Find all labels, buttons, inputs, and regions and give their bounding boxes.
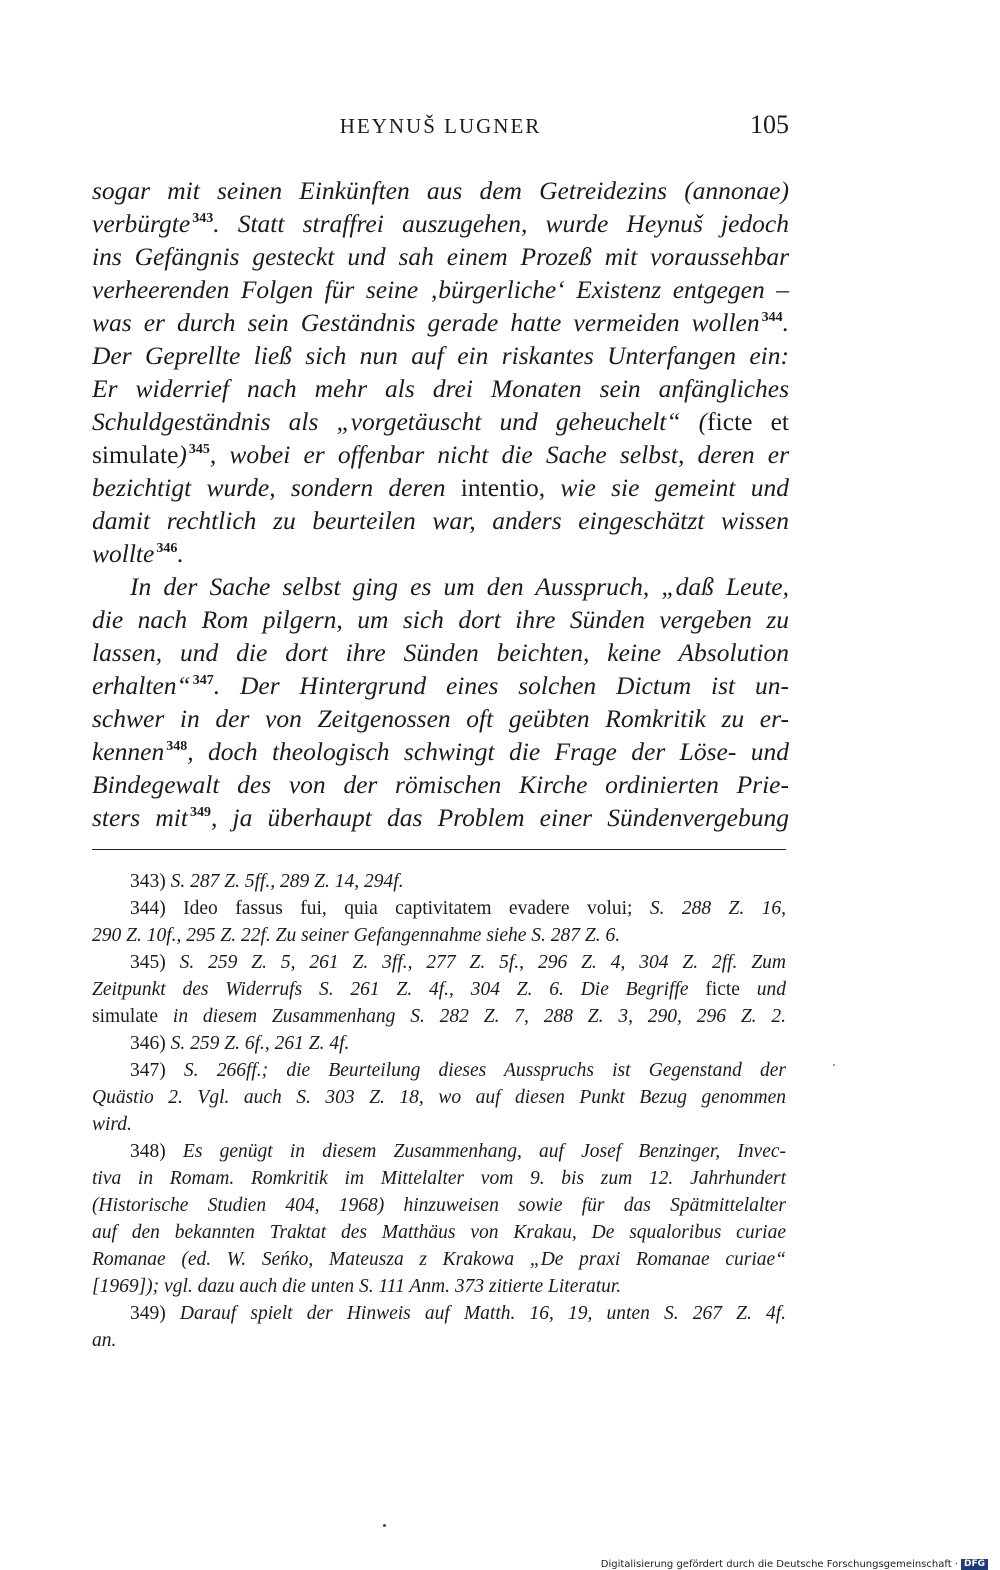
text-run: sters mit [92,803,188,832]
footnote-text: und [756,979,787,1000]
footnote-number: 343) [130,871,166,892]
footnote-text: Es genügt in diesem Zusammenhang, auf Josef Benzinger, Invec- [182,1141,787,1162]
footnote-text: S. 288 Z. 16, [649,898,787,919]
text-run: verbürgte [92,209,191,238]
digitization-note: Digitalisierung gefördert durch die Deutsche Forschungsgemeinschaft · [600,1558,958,1570]
running-head: HEYNUŠ LUGNER [339,114,542,138]
latin-term: intentio, [460,473,546,502]
footnote-line: wird. [92,1114,132,1135]
footnote-line [92,976,786,1003]
page-header [92,110,789,148]
text-run: ) [178,440,187,469]
footnote-line [92,1138,786,1165]
text-run: . Statt straffrei auszugehen, wurde Heynuš jedoch [213,209,789,238]
text-run: , doch theologisch schwingt die Frage der Löse- und [187,737,789,766]
text-line [92,471,789,504]
footnote-line [92,1030,786,1057]
footnote-text: S. 266ff.; die Beurteilung dieses Ausspruchs ist Gegenstand der [183,1060,786,1081]
text-line [92,801,789,834]
footnote-number: 344) [130,898,166,919]
text-run: bezichtigt wurde, sondern deren [92,473,446,502]
page-number: 105 [750,110,789,139]
footnote-text: S. 287 Z. 5ff., 289 Z. 14, 294f. [170,871,404,892]
text-run: , wobei er offenbar nicht die Sache selbst, deren er [209,440,789,469]
footnote-text: Darauf spielt der Hinweis auf Matth. 16, 19, unten S. 267 Z. 4f. [179,1303,786,1324]
footnote-line [92,1057,786,1084]
footnote-line: tiva in Romam. Romkritik im Mittelalter vom 9. bis zum 12. Jahrhundert [92,1168,786,1189]
footnote-number: 347) [130,1060,166,1081]
footnote-ref[interactable]: 345 [188,442,210,457]
text-run: . Der Hintergrund eines solchen Dictum ist un- [213,671,789,700]
text-run: , ja überhaupt das Problem einer Sündenvergebung [210,803,789,832]
text-line: sogar mit seinen Einkünften aus dem Getreidezins (annonae) [92,176,789,205]
text-run: Schuldgeständnis als „vorgetäuscht und geheuchelt“ ( [92,407,708,436]
text-line [92,537,789,570]
footnote-ref[interactable]: 344 [761,310,783,325]
digitization-footer [558,1558,988,1570]
footnote-text: in diesem Zusammenhang S. 282 Z. 7, 288 Z. 3, 290, 296 Z. 2. [172,1006,786,1027]
text-run: kennen [92,737,165,766]
text-line: Er widerrief nach mehr als drei Monaten sein anfängliches [92,374,789,403]
latin-term: simulate [92,1006,159,1027]
footnote-line: 290 Z. 10f., 295 Z. 22f. Zu seiner Gefangennahme siehe S. 287 Z. 6. [92,925,621,946]
text-line: verheerenden Folgen für seine ‚bürgerliche‘ Existenz entgegen – [92,275,789,304]
text-line: die nach Rom pilgern, um sich dort ihre Sünden vergeben zu [92,605,789,634]
footnote-text: S. 259 Z. 6f., 261 Z. 4f. [170,1033,350,1054]
footnote-line: [1969]); vgl. dazu auch die unten S. 111 Anm. 373 zitierte Literatur. [92,1276,622,1297]
scan-speck [833,1064,835,1066]
footnote-line: auf den bekannten Traktat des Matthäus von Krakau, De squaloribus curiae [92,1222,786,1243]
text-run: wollte [92,539,155,568]
text-run: wie sie gemeint und [560,473,789,502]
footnote-line [92,1300,786,1327]
latin-term: simulate [92,440,179,469]
text-line: lassen, und die dort ihre Sünden beichten, keine Absolution [92,638,789,667]
text-line: Bindegewalt des von der römischen Kirche ordinierten Prie- [92,770,789,799]
footnote-text: Zeitpunkt des Widerrufs S. 261 Z. 4f., 304 Z. 6. Die Begriffe [92,979,689,1000]
footnote-number: 349) [130,1303,166,1324]
text-line [92,306,789,339]
text-line [92,735,789,768]
footnote-ref[interactable]: 347 [192,673,214,688]
text-run: was er durch sein Geständnis gerade hatte vermeiden wollen [92,308,760,337]
text-run: . [177,539,184,568]
text-line [92,438,789,471]
footnote-number: 345) [130,952,166,973]
text-line: schwer in der von Zeitgenossen oft geübten Romkritik zu er- [92,704,789,733]
latin-term: ficte et [707,407,789,436]
text-run: . [782,308,789,337]
text-line [92,669,789,702]
footnote-line: (Historische Studien 404, 1968) hinzuweisen sowie für das Spätmittelalter [92,1195,786,1216]
text-line [92,207,789,240]
scan-dot [383,1524,386,1527]
footnote-line [92,868,786,895]
text-run: erhalten“ [92,671,191,700]
footnote-line [92,1003,786,1030]
body-text [92,174,789,834]
text-line: damit rechtlich zu beurteilen war, anders eingeschätzt wissen [92,506,789,535]
footnote-ref[interactable]: 348 [166,739,188,754]
footnote-line: Quästio 2. Vgl. auch S. 303 Z. 18, wo auf diesen Punkt Bezug genommen [92,1087,786,1108]
text-line: In der Sache selbst ging es um den Ausspruch, „daß Leute, [130,572,789,601]
text-line: ins Gefängnis gesteckt und sah einem Prozeß mit voraussehbar [92,242,789,271]
latin-quote: Ideo fassus fui, quia captivitatem evadere volui; [183,898,633,919]
latin-term: ficte [705,979,740,1000]
footnote-line: an. [92,1330,117,1351]
footnote-number: 348) [130,1141,166,1162]
footnote-ref[interactable]: 349 [189,805,211,820]
footnote-text: S. 259 Z. 5, 261 Z. 3ff., 277 Z. 5f., 296 Z. 4, 304 Z. 2ff. Zum [179,952,786,973]
footnote-ref[interactable]: 343 [192,211,214,226]
footnotes [92,868,786,1354]
footnote-rule [92,849,786,850]
text-line [92,405,789,438]
footnote-ref[interactable]: 346 [156,541,178,556]
text-line: Der Geprellte ließ sich nun auf ein riskantes Unterfangen ein: [92,341,789,370]
footnote-line [92,949,786,976]
dfg-logo-icon: DFG [961,1559,988,1570]
footnote-number: 346) [130,1033,166,1054]
footnote-line [92,895,786,922]
footnote-line: Romanae (ed. W. Seńko, Mateusza z Krakowa „De praxi Romanae curiae“ [92,1249,786,1270]
